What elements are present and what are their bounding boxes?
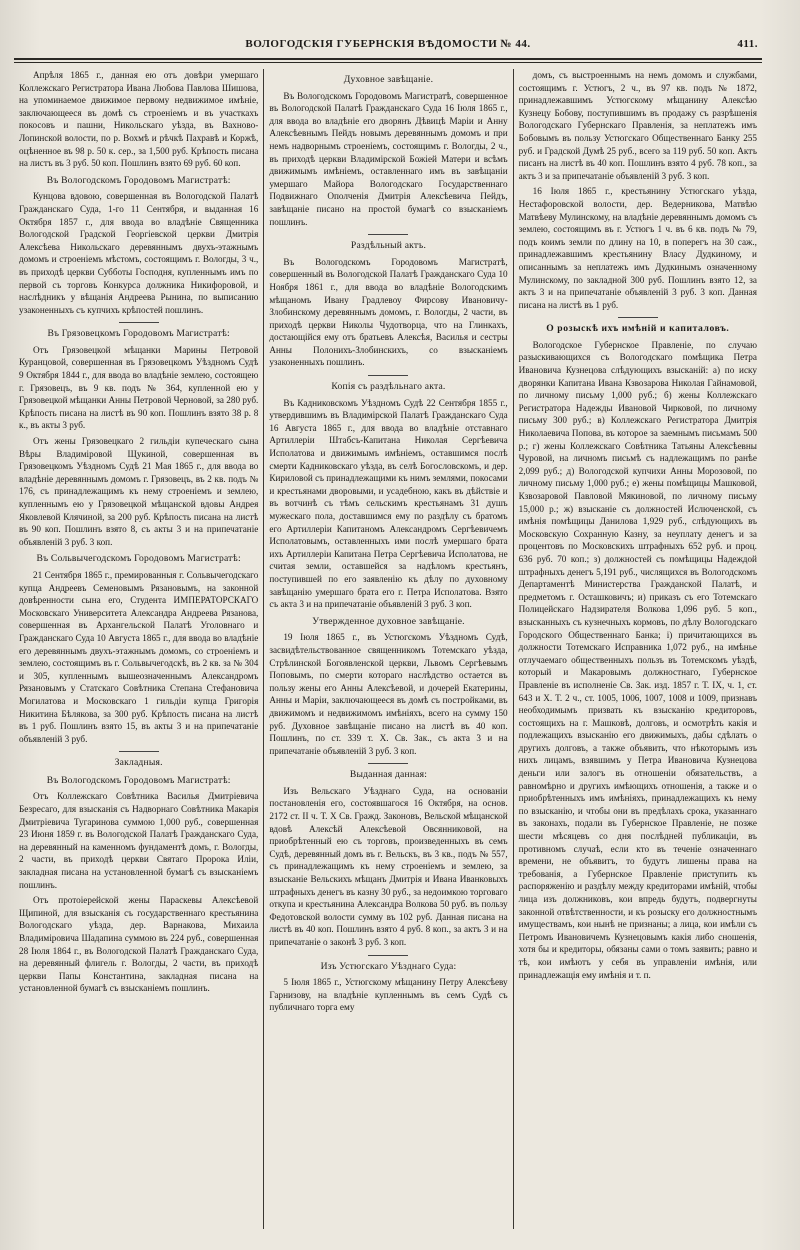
separator <box>368 234 408 235</box>
column-middle <box>263 69 512 1229</box>
page-number: 411. <box>737 38 758 50</box>
col3-paragraph-1: домъ, съ выстроеннымъ на немъ домомъ и службами, состоящимъ г. Устюгъ, 2 ч., въ 97 кв. подъ № 1872, принадлежавшимъ Устюгскому мѣщанину Алексѣю Кузнецу Бобову, поступившимъ въ продажу съ разрѣшенія Вологодскаго Губернскаго Правленія, за неплатежъ имъ Бобовымъ въ пользу Устюгскаго Общественнаго Банку 255 руб. и Градской Думѣ 25 руб., всего за 119 руб. 50 коп. Актъ писанъ на листѣ въ 40 коп. Пошлинъ взято 4 руб. 78 коп., за актъ 3 и за припечатаніе объявленій 3 руб. 3 коп. <box>518 70 757 181</box>
col2-paragraph-1: Въ Вологодскомъ Городовомъ Магистратѣ, совершенное въ Вологодской Палатѣ Гражданскаго Суда 16 Іюля 1865 г., для ввода во владѣніе его дворянъ Дѣвицѣ Маріи и Анну Алексѣевнымъ Пейдъ новымъ деревяннымъ домомъ и при немъ надворнымъ строеніемъ, состоящимъ г. Вологды, 2 ч., въ приходѣ церкви Владимірской Божіей Матери и всѣмъ движимымъ имѣніемъ, оставленнаго имъ въ завѣщаніи умершаго Майора Вологодскаго Государственнаго Подвижнаго Ополченія Дмитрія Алексѣевича Пейдъ, завѣщаніе писано на простой бумагѣ со взысканіемъ пошлинъ. <box>269 90 508 227</box>
col3-paragraph-2: 16 Іюля 1865 г., крестьянину Устюгскаго уѣзда, Нестафоровской волости, дер. Ведерникова, Матвѣю Матвѣеву Мулинскому, на владѣніе деревяннымъ домомъ съ землею, состоящимъ въ г. Устюгъ 1 ч. въ 6 кв. подъ № 79, подъ коимъ земли по длину на 10, в поперегъ на 30 саж., принадлежавшимъ крестьянину Власу Дудкиному, и описаннымъ за неплатежъ имъ Дудкинымъ означенному Мулинскому, по закладной 300 руб. Пошлинъ взято 12, за актъ 3 и на припечатаніе объявленій 3 руб. 3 коп. Данная писана на листѣ въ 1 руб. <box>518 186 757 310</box>
col2-paragraph-2: Въ Вологодскомъ Городовомъ Магистратѣ, совершенный въ Вологодской Палатѣ Гражданскаго Суда 10 Ноября 1861 г., для ввода во владѣніе Вологодскимъ мѣщаномъ Ивану Градлевоу Фирсову Ивановичу-Злобинскому деревяннымъ домомъ, г. Вологды, 2 части, въ приходѣ церкви Николы Чудотворца, что на Глинкахъ, достающійся ему отъ братьевъ Алексѣя, Василья и сестры Анны Полонихъ-Злобинскихъ, со взысканіемъ узаконенныхъ пошлинъ. <box>269 256 508 368</box>
columns <box>14 69 762 1229</box>
col3-paragraph-3: Вологодское Губернское Правленіе, по случаю разыскивающихся съ Вологодскаго помѣщика Петра Ивановича Кузнецова слѣдующихъ взысканій: а) по иску дворянки Капитана Ивана Кзвозарова Николая Гайнамовой, по личному письму 1,000 руб.; б) жены Коллежскаго Регистратора Надежды Ивановой Чирковой, по личному письму 300 руб.; в) Коллежскаго Регистратора Дмитрія Николаевича Попова, въ которое за заемнымъ письмамъ 500 р.; г) жены Коллежскаго Совѣтника Татьяны Алексѣевны Чуровой, на личномъ письмѣ съ надлежащимъ по ранѣе 2,099 руб.; д) Вологодской купчихи Анны Морозовой, по личному письму 1,000 руб.; е) жены помѣщицы Машковой, Кзвозаровой Павловой Мякиновой, по личному письму 15,000 р.; ж) взысканіе съ должностей Ислюченской, съ имѣнія помѣщицы Данилова 1,929 руб., слѣдующихъ въ Московскую Сохранную Казну, за неуплату денегъ и за процентовъ по Московскихъ штрафныхъ 652 руб. и проц. 636 руб. 70 коп.; з) должностей съ помѣщицы Надеждой штрафныхъ денегъ 5,191 руб., числящихся въ Вологодскомъ Департаментѣ Министерства Гражданской Палатѣ, и предметомъ г. Осташковичъ; и) приказъ съ его Тотемскаго Полицейскаго Надзирателя Волкова 1,096 руб. 5 коп., взысканныхъ съ кузнечныхъ кормовъ, по дѣлу Вологодскаго Городского Общественнаго Банка; і) причитающихся въ должности Тотемскаго Исправника 1,072 руб., на имѣнье отлучаемаго общественныхъ пользъ въ Тотемскомъ уѣздѣ, который и Макаровымъ должностнаго, Губернское Правленіе въ исполненіе Св. Зак. изд. 1857 г. Т. IX, ч. 1, ст. 643 и Х. Т. 2 ч., ст. 1005, 1006, 1007, 1008 и 1009, признавъ необходимымъ призвать къ взысканію кредиторовъ, состоящихъ на г. Машковѣ, долговъ, и осмотрѣть какія и подлежащихъ взысканію его движимыхъ, дабы сдѣлать о другихъ долговъ, а также объявить, что нѣкоторымъ изъ нихъ лицамъ, взявшимъ у Петра Ивановича Кузнецова деньги или залогъ въ отношеніи обязательствъ, а равномѣрно и другихъ имѣющихъ отношенія, а также и о приобрѣтенныхъ имъ имѣніяхъ, принадлежащихъ къ нему по взысканію, и чтобы они въ предѣлахъ срока, указаннаго въ законахъ, подали въ Губернское Правленіе, не позже шести мѣсяцевъ со дня послѣдней публикаціи, въ противномъ случаѣ, если кто въ теченіе означеннаго времени, не объявитъ, то будутъ лишены права на требованія, а Губернское Правленіе приступить къ распоряженію и раздѣлу между кредиторами имѣній, чтобы лица изъ должниковъ, кои впредь будутъ, подвергнуты законной отвѣтственности, и къ розыску его должностнымъ имуществамъ, кои нынѣ не признаны; а лица, кои имѣли съ Петромъ Ивановичемъ Кузнецовымъ какія либо сношенія, хотя бы и кредиторы, обязаны сами о томъ заявить; равно и тѣ, кои имѣютъ у себя въ управленіи имѣнія, или принадлежащія ему имѣнія и т. п. <box>518 339 757 980</box>
col2-paragraph-3: Въ Кадниковскомъ Уѣздномъ Судѣ 22 Сентября 1855 г., утвердившимъ въ Владимірской Палатѣ Гражданскаго Суда 16 Августа 1865 г., для ввода во владѣніе отставнаго Артиллеріи Штабсъ-Капитана Николая Сергѣевича Исполатова и движимымъ имѣніемъ, оставшимся послѣ смерти Кадниковскаго уѣзда, въ селѣ Богословскомъ, и дер. Кириловой съ принадлежащими къ нимъ землями, покосами и крестьянами дворовыми, и усадебною, какъ въ дѣйствіе и въ вотчинѣ съ тѣмъ сельскимъ крестьянамъ 31 душъ мужескаго пола, доставшимся ему по раздѣлу съ братомъ его Артиллеріи Капитаномъ Александромъ Сергѣевичемъ Исполатовымъ, оставленныхъ ими послѣ умершаго брата ихъ Артиллеріи Капитана Петра Сергѣевича Исполатова, не считая земли, оставшейся за надѣломъ крестьянъ, поступившей по его заявленію къ дѣлу по духовному завѣщанію умершаго брата его г. Петра Исполатова. Взято съ акта 3 и на припечатаніе объявленій 3 руб. 3 коп. <box>269 397 508 610</box>
col2-heading-spiritual-testament: Духовное завѣщаніе. <box>343 74 434 85</box>
separator <box>119 322 159 323</box>
separator <box>368 763 408 764</box>
col2-paragraph-4: 19 Іюля 1865 г., въ Устюгскомъ Уѣздномъ Судѣ, засвидѣтельствованное священникомъ Тотемскаго уѣзда, Стрѣлинской Богоявленской церкви, Львомъ Сергѣевымъ Поповымъ, по смерти котораго наслѣдство остается въ пользу жены его Анны Алексѣевой, и дочерей Екатерины, Анны и Маріи, заключающееся въ домѣ съ постройками, въ движимомъ и недвижимомъ имѣніяхъ, всего на сумму 150 руб. Духовное завѣщаніе писано на листѣ въ 40 коп. Пошлинъ, по ст. 339 т. X. Св. Зак., съ акта 3 и на припечатаніе объявленій 3 руб. 3 коп. <box>269 632 508 756</box>
col2-heading-approved-testament: Утвержденное духовное завѣщаніе. <box>312 615 465 627</box>
separator <box>618 317 658 318</box>
col3-heading-estate-search: О розыскѣ ихъ имѣній и капиталовъ. <box>546 323 730 335</box>
header-rule <box>14 58 762 60</box>
header-rule-thin <box>14 62 762 63</box>
col1-paragraph-3: Отъ Грязовецкой мѣщанки Марины Петровой Куранцовой, совершенная въ Грязовецкомъ Уѣздномъ Судѣ 9 Октября 1844 г., для ввода во владѣніе землею, состоящею г. Грязовецъ, въ 9 кв. подъ № 364, купленной ею у Грязовецкой мѣщанки Анны Петровой Черновой, за 280 руб. Крѣпость писана на листѣ въ 90 коп. Пошлинъ взято 38 р. 8 к., въ акты 3 руб. <box>19 344 259 431</box>
col1-paragraph-6: Отъ Коллежскаго Совѣтника Василья Дмитріевича Безресаго, для взысканія съ Надворнаго Совѣтника Макарія Дмитріевича Тугаринова суммою 1,000 руб., совершенная 23 Июня 1859 г. въ Вологодской Палатѣ Гражданскаго Суда, на деревянный на каменномъ фундаментѣ домъ, г. Вологды, 2 части, въ приходѣ церкви Святаго Пророка Иліи, закладная писана на установленной бумагѣ съ взысканіемъ пошлинъ. <box>19 791 259 890</box>
separator <box>368 955 408 956</box>
separator <box>119 751 159 752</box>
col2-heading-issued-deeds: Выданная данная: <box>349 769 428 781</box>
col1-paragraph-5: 21 Сентября 1865 г., премированныя г. Сольвычегодскаго купца Андреевъ Семеновымъ Рязановымъ, на законной довѣренности сына его, Студента ИМПЕРАТОРСКАГО Московскаго Университета Александра Андреева Рязанова, совершенная въ Архангельской Палатѣ Уголовнаго и Гражданскаго Суда 10 Августа 1865 г., для ввода во владѣніе его деревяннымъ двухъ-этажнымъ домомъ, со строеніемъ и землею, состоящимъ въ г. Сольвычегодскѣ, въ 2 кв. за № 304 и 305, купленнымъ вышеозначеннымъ Александромъ Рязановымъ у Статскаго Совѣтника Степана Стефановича Могилатова и Московскаго 1 гильдіи купца Григорія Никитина Бѣлякова, за 300 руб. Крѣпость писана на листѣ въ 1 руб. Пошлинъ взято 15, въ акты 3 и на припечатаніе объявленій 3 руб. <box>19 569 259 744</box>
col2-heading-division-act: Раздѣльный актъ. <box>350 240 427 252</box>
col1-paragraph-2: Кунцова вдовою, совершенная въ Вологодской Палатѣ Гражданскаго Суда, 1-го 11 Сентября, и выданная 16 Октября 1857 г., для ввода во владѣніе Священника Вологодской Градской Георгіевской церкви Дмитрія Алексѣева Никольскаго деревяннымъ двухъ-этажнымъ домомъ и строеніемъ мѣстомъ, состоящимъ г. Вологды, 3 ч., въ приходѣ церкви Субботы Господня, купленнымъ имъ по первой съ торговъ Конкурса должника Никифоровой, и наслѣдникъ у вѣщанія Андреева Рынина, по выписанию узаконенныхъ съ купчихъ крѣпостей пошлинъ. <box>19 191 259 315</box>
col1-heading-vologda-magistrate: Въ Вологодскомъ Городовомъ Магистратѣ: <box>46 174 231 186</box>
col2-heading-copy-division-act: Копія съ раздѣльнаго акта. <box>331 381 446 393</box>
col2-paragraph-5: Изъ Вельскаго Уѣзднаго Суда, на основаніи постановленія его, состоявшагося 16 Октября, на основ. 2172 ст. II ч. Т. Х Св. Гражд. Законовъ, Вельской мѣщанской вдовѣ Алексѣй Алексѣевой Овсянниковой, на приобрѣтенный ею съ торговъ, произведенныхъ въ семъ Судѣ, деревянный домъ въ г. Вельскъ, въ 3 кв., подъ № 557, съ принадлежащимъ къ нему строеніемъ и землею, за взысканіе Вельскихъ мѣщанъ Дмитрія и Ивана Иванковыхъ штрафныхъ денегъ въ казну 30 руб., за недоимкою торговаго откупа и крестьянина Александра Волкова 50 руб. въ пользу Федотовской волости сумму въ 102 руб. Данная писана на листѣ въ 40 коп. Пошлинъ взято 4 руб. 8 коп., за актъ 3 и на припечатаніе о законѣ 3 руб. 3 коп. <box>269 785 508 947</box>
col1-paragraph-1: Апрѣля 1865 г., данная ею отъ довѣри умершаго Коллежскаго Регистратора Ивана Любова Павлова Шишова, на упоминаемое движимое первому недвижимое имѣніе, заключающееся въ домѣ съ строеніемъ и въ участкахъ покосовъ и пашни, Никольскаго уѣзда, въ Вахново-Лопинской волости, по р. Вохмѣ и рѣчкѣ Пахравѣ и Коржѣ, оцѣненное въ 98 р. 50 к. сер., за 1,500 руб. Крѣпость писана на листъ въ 3 руб. 50 коп. Пошлинъ взято 69 руб. 60 коп. <box>19 70 259 169</box>
col1-paragraph-7: Отъ протоіерейской жены Параскевы Алексѣевой Щипиной, для взысканія съ государственнаго крестьянина Вологодскаго уѣзда, дер. Варнакова, Михаила Владиміровича Шадапина суммою въ 224 руб., совершенная 28 Іюля 1864 г., въ Вологодской Палатѣ Гражданскаго Суда, на деревянный флигель г. Вологды, 2 части, въ приходѣ церкви Папы Константина, закладная писана на установленной бумагѣ съ взысканіемъ пошлинъ. <box>19 895 259 994</box>
col1-heading-gryazovets-magistrate: Въ Грязовецкомъ Городовомъ Магистратѣ: <box>47 328 230 340</box>
column-left <box>14 69 263 1229</box>
column-right <box>513 69 762 1229</box>
col2-heading-ustyug-court: Изъ Устюгскаго Уѣзднаго Суда: <box>320 960 457 972</box>
separator <box>368 375 408 376</box>
col1-paragraph-4: Отъ жены Грязовецкаго 2 гильдіи купеческаго сына Вѣры Владиміровой Щукиной, совершенная въ Грязовецкомъ Уѣздномъ Судѣ 21 Мая 1865 г., для ввода во владѣніе деревяннымъ домомъ г. Грязовецъ, въ 2 кв. подъ № 176, съ принадлежащимъ къ нему строеніемъ и землею, купленнымъ ею у Грязовецкой мѣщанской вдовы Андрея Яковлевой Клячиной, за 200 руб. Крѣпость писана на листѣ въ 90 коп. Пошлинъ взято 8, съ акты 3 и на припечатаніе объявленій 3 руб. 3 коп. <box>19 436 259 547</box>
page-header <box>14 32 762 56</box>
col1-heading-vologda-magistrate-2: Въ Вологодскомъ Городовомъ Магистратѣ: <box>46 774 231 786</box>
journal-title: ВОЛОГОДСКІЯ ГУБЕРНСКІЯ ВѢДОМОСТИ № 44. <box>245 38 531 50</box>
col2-paragraph-6: 5 Іюля 1865 г., Устюгскому мѣщанину Петру Алексѣеву Гарнизову, на владѣніе купленнымъ въ семъ Судѣ съ публичнаго торга ему <box>269 977 508 1013</box>
col1-heading-mortgages: Закладныя. <box>114 757 163 769</box>
col1-heading-solvychegodsk-magistrate: Въ Сольвычегодскомъ Городовомъ Магистратѣ: <box>36 553 241 565</box>
